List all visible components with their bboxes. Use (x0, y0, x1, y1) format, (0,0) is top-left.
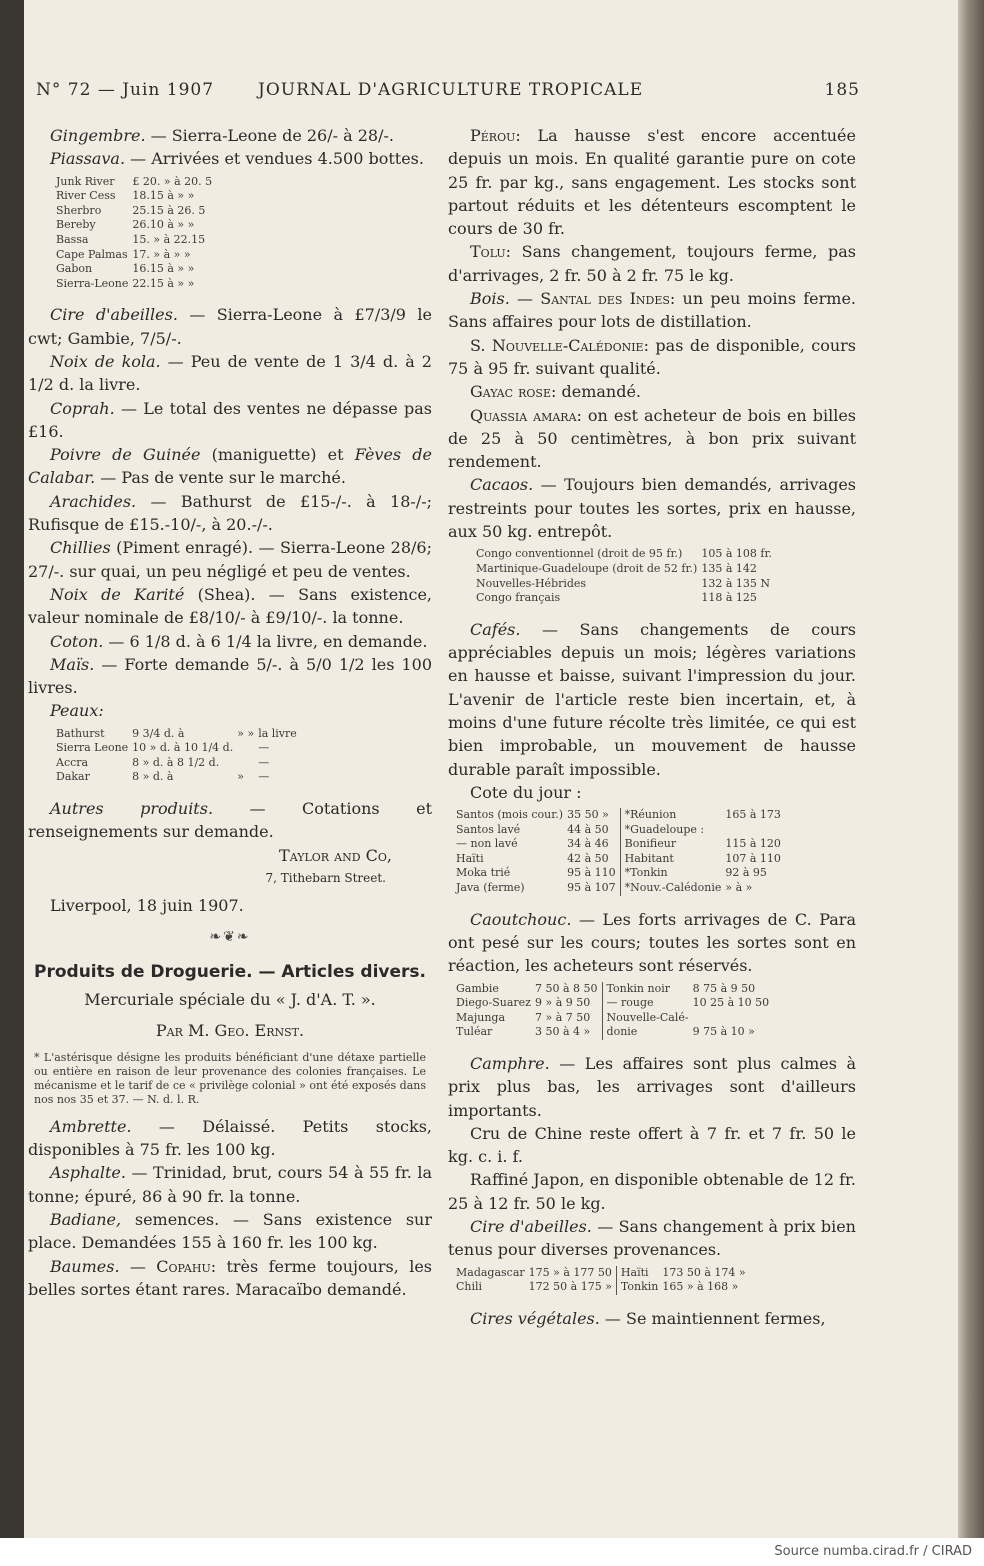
table-row: Gabon 16.15 à » » (56, 262, 195, 276)
section-author: Par M. Geo. Ernst. (155, 1021, 305, 1041)
table-row: Sierra-Leone 22.15 à » » (56, 276, 195, 290)
issue-date: N° 72 — Juin 1907 (36, 80, 215, 100)
binding-edge (0, 0, 24, 1538)
entry-cru-chine: Cru de Chine reste offert à 7 fr. et 7 fr. 50 le kg. c. i. f. (448, 1123, 856, 1167)
entry-ambrette: Ambrette. — Délaissé. Petits stocks, disponibles à 75 fr. les 100 kg. (28, 1116, 432, 1160)
table-row: Accra 8 » d. à 8 1/2 d. — (56, 755, 270, 769)
entry-arachides: Arachides. — Bathurst de £15-/-. à 18-/-; Rufisque de £15.-10/-, à 20.-/-. (28, 491, 432, 535)
journal-title: JOURNAL D'AGRICULTURE TROPICALE (258, 80, 644, 100)
entry-poivre: Poivre de Guinée (maniguette) et Fèves de Calabar. — Pas de vente sur le marché. (28, 445, 432, 488)
table-row: Chili 172 50 à 175 » Tonkin 165 » à 168 » (456, 1280, 739, 1294)
entry-quassia: Quassia amara: on est acheteur de bois en billes de 25 à 50 centimètres, à bon prix suivant rendement. (448, 405, 856, 472)
table-row: Cape Palmas 17. » à » » (56, 247, 191, 261)
ornament: ❧❦❧ (209, 928, 251, 945)
table-row: Bassa 15. » à 22.15 (56, 232, 206, 246)
signature: Taylor and Co, (279, 845, 392, 865)
entry-coprah: Coprah. — Le total des ventes ne dépasse pas £16. (28, 398, 432, 441)
entry-caoutchouc: Caoutchouc. — Les forts arrivages de C. Para ont pesé sur les cours; toutes les sortes sont en réaction, les acheteurs sont réservés. (448, 909, 856, 976)
table-row: Bathurst 9 3/4 d. à » » la livre (56, 726, 297, 740)
table-row: Junk River £ 20. » à 20. 5 (56, 174, 213, 188)
peaux-table (56, 727, 301, 785)
entry-cafes: Cafés. — Sans changements de cours appréciables depuis un mois; légères variations en hausse et baisse, suivant l'impression du jour. L'avenir de l'article reste bien incertain, et, à moins d'une future récolte très limitée, ce qui est bien improbable, un mouvement de hausse durable paraît impossible. (448, 619, 856, 779)
entry-bois: Bois. — Santal des Indes: un peu moins ferme. Sans affaires pour lots de distillation. (448, 289, 857, 332)
entry-cire: Cire d'abeilles. — Sierra-Leone à £7/3/9 le cwt; Gambie, 7/5/-. (28, 305, 432, 348)
entry-tolu: Tolu: Sans changement, toujours ferme, pas d'arrivages, 2 fr. 50 à 2 fr. 75 le kg. (448, 242, 856, 285)
section-title: Produits de Droguerie. — Articles divers. (34, 961, 426, 982)
table-row: Congo conventionnel (droit de 95 fr.) 105 à 108 fr. (476, 547, 772, 561)
table-row: Haïti 42 à 50 Habitant 107 à 110 (456, 851, 781, 865)
table-row: Gambie 7 50 à 8 50 Tonkin noir 8 75 à 9 50 (456, 981, 756, 995)
page-stack-edge (958, 0, 984, 1538)
entry-mais: Maïs. — Forte demande 5/-. à 5/0 1/2 les 100 livres. (28, 654, 432, 698)
cote-du-jour: Cote du jour : (470, 782, 582, 802)
table-row: River Cess 18.15 à » » (56, 189, 195, 203)
table-row: Santos (mois cour.) 35 50 » *Réunion 165 à 173 (456, 808, 781, 822)
left-column (28, 124, 432, 1301)
entry-camphre: Camphre. — Les affaires sont plus calmes à prix plus bas, les arrivages sont d'ailleurs importants. (448, 1053, 856, 1120)
entry-badiane: Badiane, semences. — Sans existence sur place. Demandées 155 à 160 fr. les 100 kg. (28, 1209, 432, 1253)
table-row: Diego-Suarez 9 » à 9 50 — rouge 10 25 à 10 50 (456, 996, 770, 1010)
footer-bar (0, 1538, 984, 1566)
entry-cacaos: Cacaos. — Toujours bien demandés, arrivages restreints pour toutes les sortes, prix en hausse, aux 50 kg. entrepôt. (448, 475, 856, 542)
entry-nouvelle-caledonie: S. Nouvelle-Calédonie: pas de disponible, cours 75 à 95 fr. suivant qualité. (448, 335, 856, 378)
table-row: Majunga 7 » à 7 50 Nouvelle-Calé- (456, 1011, 773, 1026)
table-row: Santos lavé 44 à 50 *Guadeloupe : (456, 823, 785, 838)
cacaos-table (476, 547, 776, 605)
entry-cires-vegetales: Cires végétales. — Se maintiennent fermes, (470, 1308, 826, 1328)
source-credit: Source numba.cirad.fr / CIRAD (774, 1544, 972, 1559)
cire-table (456, 1266, 750, 1295)
entry-autres: Autres produits. — Cotations et renseignements sur demande. (28, 799, 432, 842)
table-row: Tuléar 3 50 à 4 » donie 9 75 à 10 » (456, 1025, 755, 1039)
table-row: Dakar 8 » d. à » — (56, 770, 270, 784)
right-column (448, 124, 856, 1330)
entry-cire-abeilles: Cire d'abeilles. — Sans changement à prix bien tenus pour diverses provenances. (448, 1217, 856, 1260)
section-subtitle: Mercuriale spéciale du « J. d'A. T. ». (84, 990, 376, 1010)
table-row: Java (ferme) 95 à 107 *Nouv.-Calédonie » à » (456, 881, 753, 895)
entry-gingembre: Gingembre. — Sierra-Leone de 26/- à 28/-. (50, 126, 394, 145)
table-row: Martinique-Guadeloupe (droit de 52 fr.) 135 à 142 (476, 561, 757, 575)
page-number: 185 (824, 80, 860, 100)
entry-karite: Noix de Karité (Shea). — Sans existence, valeur nominale de £8/10/- à £9/10/-. la tonne. (28, 584, 432, 628)
place-date: Liverpool, 18 juin 1907. (50, 896, 244, 916)
table-row: Nouvelles-Hébrides 132 à 135 N (476, 576, 770, 590)
table-row: Congo français 118 à 125 (476, 591, 757, 605)
entry-perou: Pérou: La hausse s'est encore accentuée depuis un mois. En qualité garantie pure on cote 25 fr. par kg., sans engagement. Les stocks sont partout réduits et les détenteurs escomptent le cours de 30 fr. (448, 126, 856, 239)
entry-piassava: Piassava. — Arrivées et vendues 4.500 bottes. (50, 149, 424, 169)
address: 7, Tithebarn Street. (265, 870, 386, 885)
entry-chillies: Chillies (Piment enragé). — Sierra-Leone 28/6; 27/-. sur quai, un peu négligé et peu de ventes. (28, 538, 432, 581)
entry-peaux: Peaux: (50, 701, 104, 721)
table-row: Moka trié 95 à 110 *Tonkin 92 à 95 (456, 866, 767, 880)
entry-kola: Noix de kola. — Peu de vente de 1 3/4 d. à 2 1/2 d. la livre. (28, 351, 432, 395)
table-row: Madagascar 175 » à 177 50 Haïti 173 50 à 174 » (456, 1265, 746, 1279)
piassava-table (56, 175, 216, 292)
table-row: Sherbro 25.15 à 26. 5 (56, 203, 206, 217)
table-row: — non lavé 34 à 46 Bonifieur 115 à 120 (456, 837, 781, 851)
table-row: Sierra Leone 10 » d. à 10 1/4 d. — (56, 741, 270, 755)
entry-gayac: Gayac rose: demandé. (470, 382, 641, 402)
editor-note: * L'astérisque désigne les produits bénéficiant d'une détaxe partielle ou entière en raison de leur provenance des colonies françaises. Le mécanisme et le tarif de ce « privilège colonial » ont été exposés dans nos nos 35 et 37. — N. d. l. R. (34, 1050, 426, 1106)
running-header (36, 80, 860, 104)
entry-coton: Coton. — 6 1/8 d. à 6 1/4 la livre, en demande. (50, 631, 428, 651)
entry-baumes: Baumes. — Copahu: très ferme toujours, les belles sortes étant rares. Maracaïbo demandé. (28, 1256, 432, 1299)
cafes-table (456, 808, 785, 896)
caoutchouc-table (456, 982, 773, 1040)
entry-raffine-japon: Raffiné Japon, en disponible obtenable de 12 fr. 25 à 12 fr. 50 le kg. (448, 1170, 856, 1213)
table-row: Bereby 26.10 à » » (56, 218, 195, 232)
entry-asphalte: Asphalte. — Trinidad, brut, cours 54 à 55 fr. la tonne; épuré, 86 à 90 fr. la tonne. (28, 1163, 432, 1206)
